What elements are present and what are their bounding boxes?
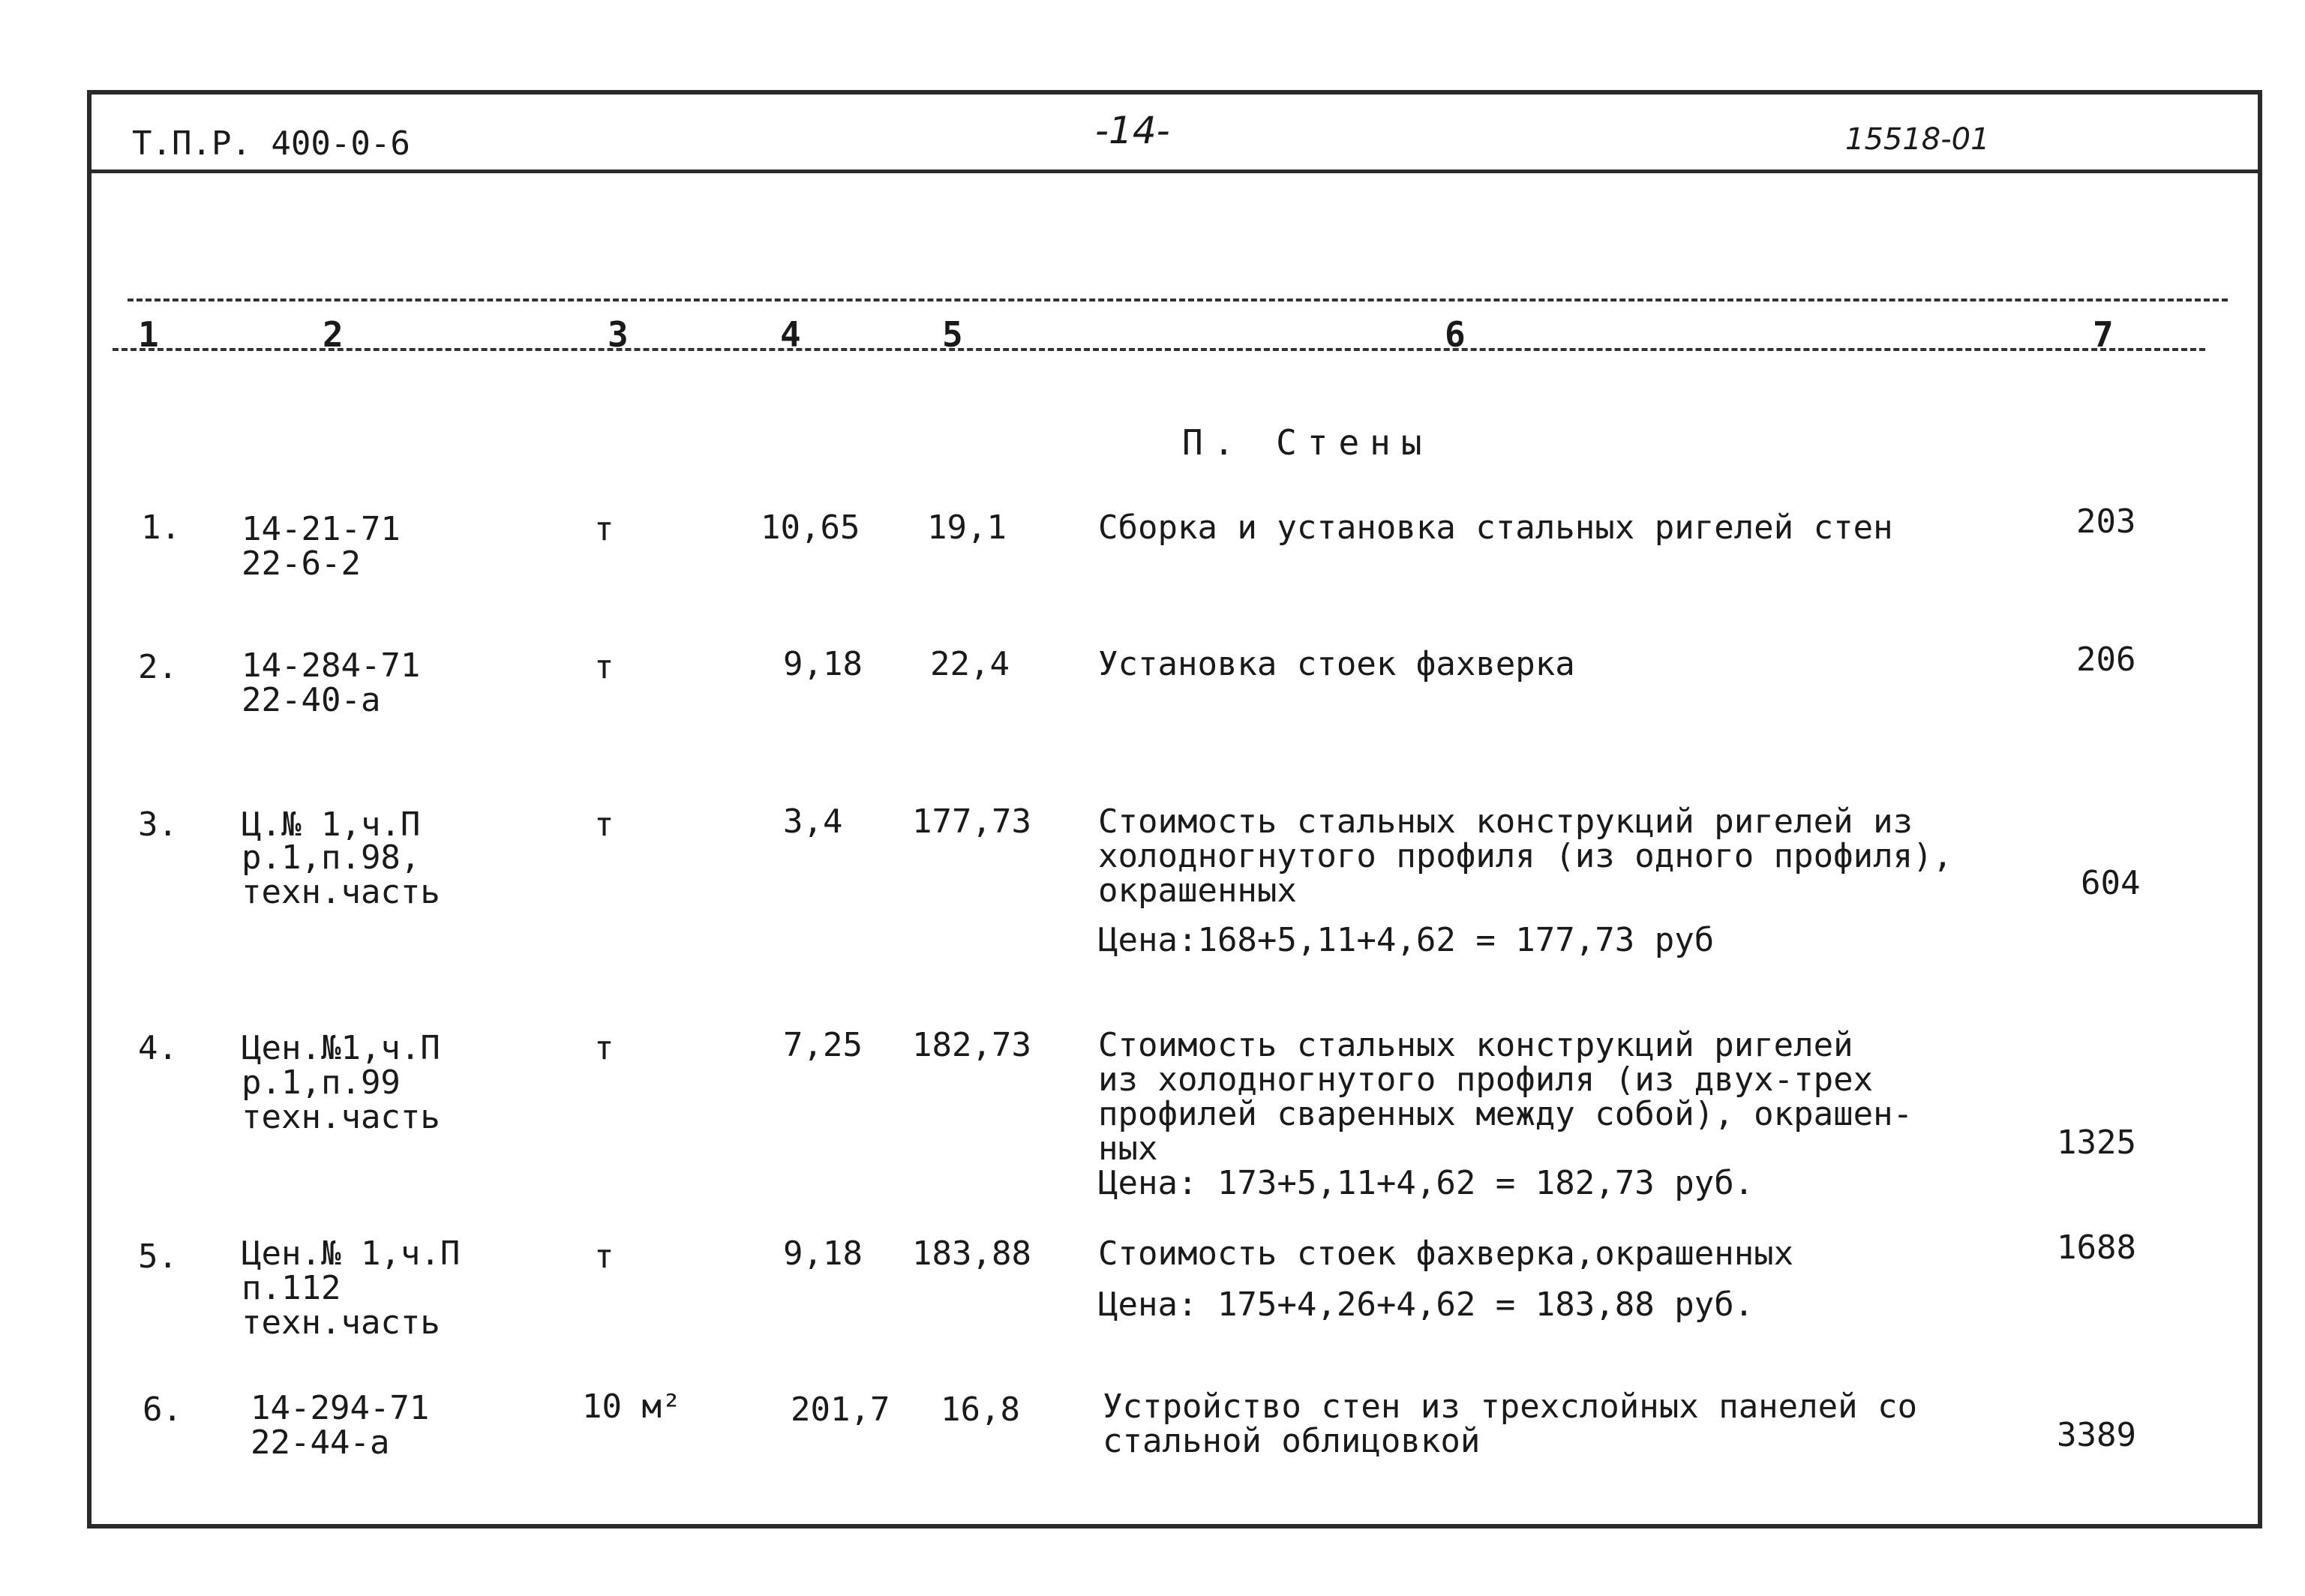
row-1-ref-1: 14-21-71 (242, 510, 401, 548)
sheet-code: 15518-01 (1845, 122, 1990, 157)
row-3-desc-1: Стоимость стальных конструкций ригелей из (1098, 802, 1913, 841)
row-6-desc-1: Устройство стен из трехслойных панелей со (1103, 1388, 1918, 1426)
row-4-desc-1: Стоимость стальных конструкций ригелей (1098, 1026, 1853, 1064)
row-1-price: 19,1 (927, 508, 1007, 547)
row-5-price: 183,88 (912, 1234, 1031, 1273)
row-4-note: Цена: 173+5,11+4,62 = 182,73 руб. (1098, 1164, 1754, 1202)
column-divider-top (128, 298, 2228, 302)
column-number-1: 1 (138, 314, 159, 355)
row-2-unit: т (594, 648, 614, 686)
row-3-ref-1: Ц.№ 1,ч.П (242, 806, 421, 844)
column-number-5: 5 (942, 314, 963, 355)
row-6-total: 3389 (2057, 1416, 2136, 1454)
row-3-qty: 3,4 (783, 802, 843, 841)
column-number-2: 2 (323, 314, 344, 355)
row-4-desc-2: из холодногнутого профиля (из двух-трех (1098, 1060, 1874, 1099)
row-6-ref-2: 22-44-а (251, 1424, 390, 1462)
row-5-no: 5. (138, 1238, 178, 1276)
row-4-ref-3: техн.часть (242, 1098, 440, 1136)
row-4-price: 182,73 (912, 1026, 1031, 1064)
column-number-6: 6 (1445, 314, 1466, 355)
row-4-total: 1325 (2057, 1124, 2136, 1162)
row-6-ref-1: 14-294-71 (251, 1389, 430, 1427)
section-title: П. Стены (1182, 422, 1433, 463)
row-3-total: 604 (2081, 864, 2141, 902)
header-divider (87, 170, 2262, 173)
row-4-no: 4. (138, 1029, 178, 1067)
row-1-no: 1. (141, 508, 181, 547)
row-5-qty: 9,18 (783, 1234, 863, 1273)
row-1-total: 203 (2076, 502, 2136, 541)
row-2-total: 206 (2076, 640, 2136, 679)
row-4-ref-2: р.1,п.99 (242, 1064, 401, 1102)
row-2-ref-1: 14-284-71 (242, 646, 421, 685)
row-6-unit: 10 м² (582, 1388, 682, 1426)
row-2-qty: 9,18 (783, 645, 863, 683)
row-2-ref-2: 22-40-а (242, 681, 381, 719)
row-3-ref-2: р.1,п.98, (242, 838, 421, 877)
row-4-qty: 7,25 (783, 1026, 863, 1064)
row-3-note: Цена:168+5,11+4,62 = 177,73 руб (1098, 921, 1715, 959)
row-4-desc-3: профилей сваренных между собой), окрашен- (1098, 1095, 1913, 1133)
row-2-price: 22,4 (930, 645, 1010, 683)
row-4-unit: т (594, 1029, 614, 1067)
row-6-no: 6. (143, 1390, 182, 1429)
column-divider-bottom (113, 348, 2205, 351)
row-1-qty: 10,65 (761, 508, 860, 547)
column-number-3: 3 (608, 314, 629, 355)
row-4-desc-4: ных (1098, 1130, 1158, 1168)
row-5-ref-1: Цен.№ 1,ч.П (242, 1234, 461, 1273)
row-1-unit: т (594, 510, 614, 548)
row-5-unit: т (594, 1238, 614, 1276)
row-5-ref-2: п.112 (242, 1269, 341, 1307)
row-3-unit: т (594, 806, 614, 844)
row-5-total: 1688 (2057, 1228, 2136, 1267)
row-6-qty: 201,7 (791, 1390, 890, 1429)
row-3-price: 177,73 (912, 802, 1031, 841)
row-3-desc-2: холодногнутого профиля (из одного профиля), (1098, 837, 1953, 875)
row-2-no: 2. (138, 648, 178, 686)
row-4-ref-1: Цен.№1,ч.П (242, 1029, 440, 1067)
column-number-4: 4 (780, 314, 801, 355)
row-3-no: 3. (138, 806, 178, 844)
row-3-ref-3: техн.часть (242, 873, 440, 911)
row-6-price: 16,8 (941, 1390, 1020, 1429)
doc-code: Т.П.Р. 400-0-6 (132, 124, 410, 163)
row-5-desc-1: Стоимость стоек фахверка,окрашенных (1098, 1234, 1794, 1273)
row-3-desc-3: окрашенных (1098, 872, 1297, 910)
row-1-desc-1: Сборка и установка стальных ригелей стен (1098, 508, 1893, 547)
row-6-desc-2: стальной облицовкой (1103, 1422, 1481, 1460)
row-5-note: Цена: 175+4,26+4,62 = 183,88 руб. (1098, 1286, 1754, 1324)
row-5-ref-3: техн.часть (242, 1304, 440, 1342)
page-number: -14- (1095, 109, 1170, 152)
row-2-desc-1: Установка стоек фахверка (1098, 645, 1575, 683)
row-1-ref-2: 22-6-2 (242, 544, 361, 583)
column-number-7: 7 (2093, 314, 2114, 355)
